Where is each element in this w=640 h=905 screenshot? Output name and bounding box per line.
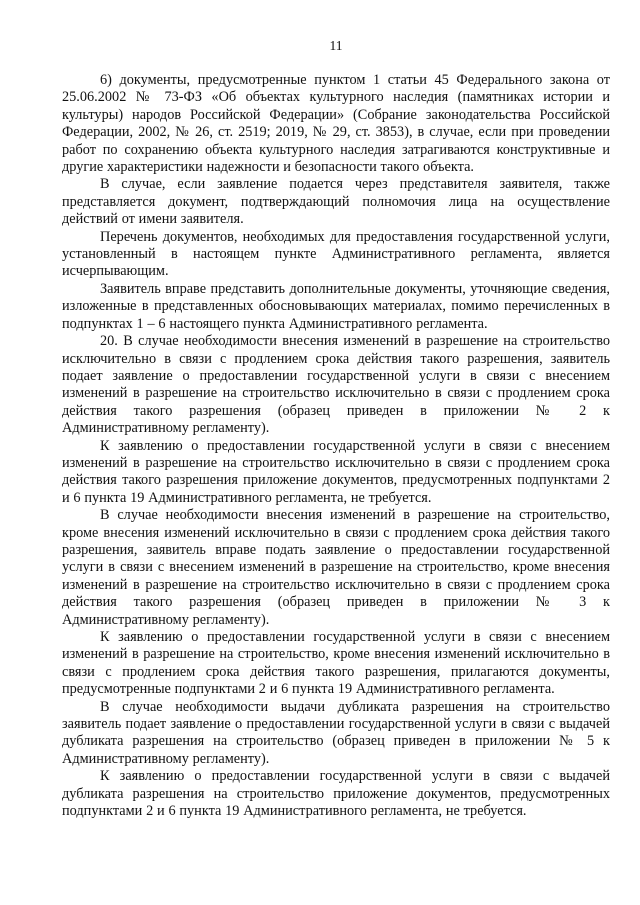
paragraph-clause-20: 20. В случае необходимости внесения изменений в разрешение на строительство исключительно в связи с продлением срока действия такого разрешения, заявитель подает заявление о предоставлении государственной услуги в связи с внесением изменений в разрешение на строительство исключительно в связи с продлением срока действия такого разрешения (образец приведен в приложении № 2 к Административному регламенту). <box>62 333 610 437</box>
paragraph-item-6-documents: 6) документы, предусмотренные пунктом 1 статьи 45 Федерального закона от 25.06.2002 № 73-ФЗ «Об объектах культурного наследия (памятниках истории и культуры) народов Российской Федерации» (Собрание законодательства Российской Федерации, 2002, № 26, ст. 2519; 2019, № 29, ст. 3853), в случае, если при проведении работ по сохранению объекта культурного наследия затрагиваются конструктивные и другие характеристики надежности и безопасности такого объекта. <box>62 72 610 176</box>
paragraph-duplicate: В случае необходимости выдачи дубликата разрешения на строительство заявитель подает заявление о предоставлении государственной услуги в связи с выдачей дубликата разрешения на строительство (образец приведен в приложении № 5 к Административному регламенту). <box>62 698 610 767</box>
paragraph-other-changes-attachments: К заявлению о предоставлении государственной услуги в связи с внесением изменений в разрешение на строительство, кроме внесения изменений исключительно в связи с продлением срока действия такого разрешения, прилагаются документы, предусмотренные подпунктами 2 и 6 пункта 19 Административного регламента. <box>62 629 610 698</box>
page-number: 11 <box>329 38 343 53</box>
paragraph-other-changes: В случае необходимости внесения изменений в разрешение на строительство, кроме внесения изменений исключительно в связи с продлением срока действия такого разрешения, заявитель вправе подать заявление о предоставлении государственной услуги в связи с внесением изменений в разрешение на строительство, кроме внесения изменений в разрешение на строительство исключительно в связи с продлением срока действия такого разрешения (образец приведен в приложении № 3 к Административному регламенту). <box>62 507 610 628</box>
paragraph-additional-documents: Заявитель вправе представить дополнительные документы, уточняющие сведения, изложенные в представленных обосновывающих материалах, помимо перечисленных в подпунктах 1 – 6 настоящего пункта Административного регламента. <box>62 280 610 332</box>
paragraph-duplicate-attachments: К заявлению о предоставлении государственной услуги в связи с выдачей дубликата разрешения на строительство приложение документов, предусмотренных подпунктами 2 и 6 пункта 19 Административного регламента, не требуется. <box>62 768 610 820</box>
paragraph-list-exhaustive: Перечень документов, необходимых для предоставления государственной услуги, установленный в настоящем пункте Административного регламента, является исчерпывающим. <box>62 228 610 280</box>
document-body <box>62 72 610 820</box>
paragraph-extension-attachments: К заявлению о предоставлении государственной услуги в связи с внесением изменений в разрешение на строительство исключительно в связи с продлением срока действия такого разрешения приложение документов, предусмотренных подпунктами 2 и 6 пункта 19 Административного регламента, не требуется. <box>62 437 610 506</box>
paragraph-representative: В случае, если заявление подается через представителя заявителя, также представляется документ, подтверждающий полномочия лица на осуществление действий от имени заявителя. <box>62 176 610 228</box>
